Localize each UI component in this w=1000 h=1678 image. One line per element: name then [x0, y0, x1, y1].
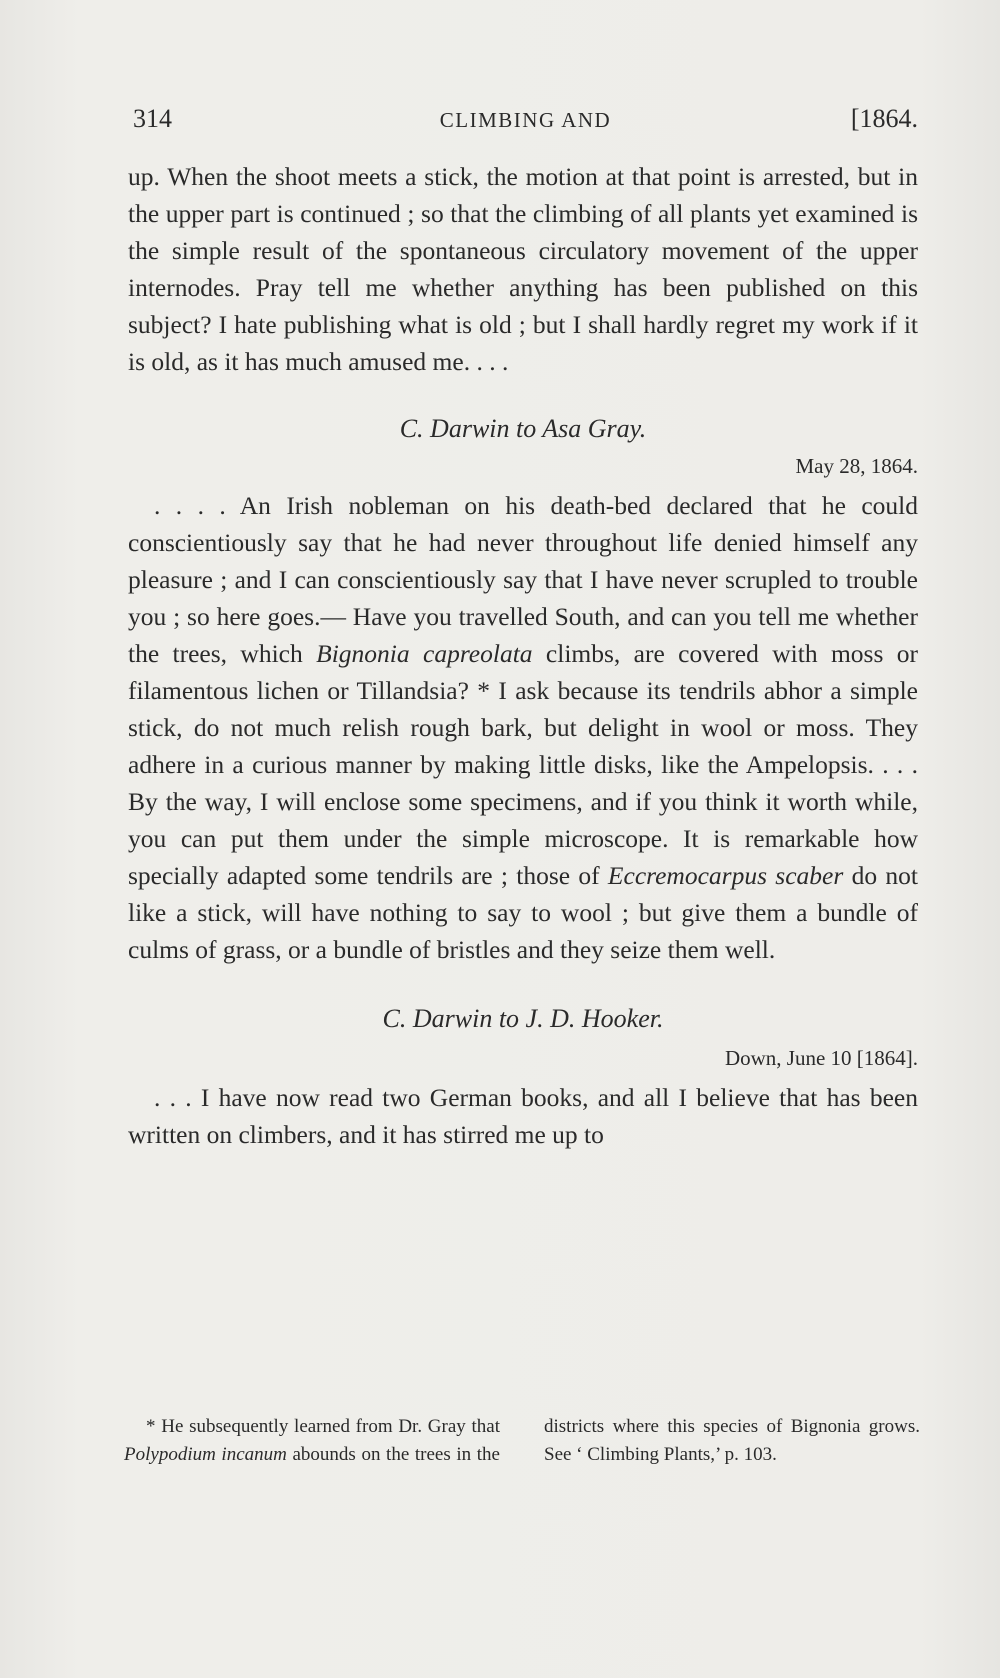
page-header: [133, 104, 918, 140]
body-text: [128, 158, 918, 1153]
footnote: [124, 1413, 920, 1469]
footnote-text-segment: * He subsequently learned from Dr. Gray that: [146, 1416, 500, 1437]
letter-text-segment: do not like a stick, will have nothing to say to wool ; but give them a bundle of culms of grass, or a bundle of bristles and they seize them well.: [128, 861, 918, 964]
species-name-eccremocarpus: Eccremocarpus scaber: [607, 861, 844, 890]
footnote-text-segment: abounds on the trees in the districts where this species of Bignonia grows. See ‘ Climbing Plants,’ p. 103.: [286, 1416, 920, 1465]
footnote-column-left: [124, 1413, 920, 1469]
species-name-polypodium: Polypodium incanum: [124, 1444, 287, 1465]
letter-heading-gray: C. Darwin to Asa Gray.: [399, 414, 647, 443]
paragraph-continuation: up. When the shoot meets a stick, the motion at that point is arrested, but in the upper part is continued ; so that the climbing of all plants yet examined is the simple result of the spontaneous circulatory movement of the upper internodes. Pray tell me whether anything has been published on this subject? I hate publishing what is old ; but I shall hardly regret my work if it is old, as it has much amused me. . . .: [128, 162, 918, 376]
letter-body-hooker: . . . I have now read two German books, and all I believe that has been written on climbers, and it has stirred me up to: [128, 1083, 918, 1149]
running-title: CLIMBING AND: [439, 108, 612, 132]
letter-heading-hooker: C. Darwin to J. D. Hooker.: [382, 1004, 664, 1033]
letter-date-hooker: Down, June 10 [1864].: [724, 1046, 918, 1070]
page-number: 314: [133, 104, 172, 133]
letter-text-segment: . . . . An Irish nobleman on his death-bed declared that he could conscientiously say that he had never throughout life denied himself any pleasure ; and I can conscientiously say that I have never scrupled to trouble you ; so here goes.— Have you travelled South, and can you tell me whether the trees, which: [128, 491, 918, 668]
letter-text-segment: climbs, are covered with moss or filamentous lichen or Tillandsia? * I ask because its tendrils abhor a simple stick, do not much relish rough bark, but delight in wool or moss. They adhere in a curious manner by making little disks, like the Ampelopsis. . . . By the way, I will enclose some specimens, and if you think it worth while, you can put them under the simple microscope. It is remarkable how specially adapted some tendrils are ; those of: [128, 639, 919, 890]
letter-body-gray: [128, 487, 918, 968]
letter-date-gray: May 28, 1864.: [795, 454, 918, 478]
species-name-bignonia: Bignonia capreolata: [316, 639, 533, 668]
running-date: [1864.: [850, 104, 918, 133]
